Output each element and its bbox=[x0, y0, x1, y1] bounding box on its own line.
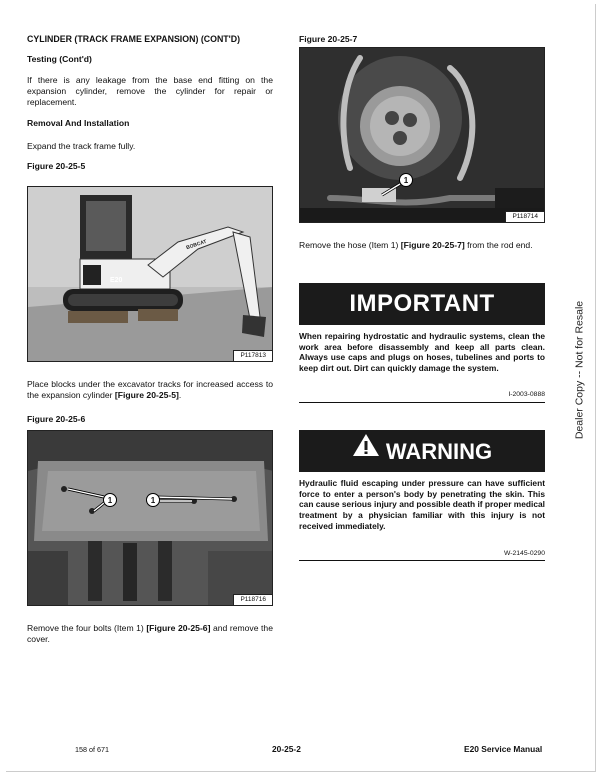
figure-label-20-25-5: Figure 20-25-5 bbox=[27, 161, 86, 172]
footer-section-number: 20-25-2 bbox=[272, 744, 301, 754]
figure-label-20-25-7: Figure 20-25-7 bbox=[299, 34, 358, 44]
expand-paragraph: Expand the track frame fully. bbox=[27, 141, 136, 152]
hose-paragraph: Remove the hose (Item 1) [Figure 20-25-7] from the rod end. bbox=[299, 240, 533, 250]
footer-manual-title: E20 Service Manual bbox=[464, 744, 543, 754]
figure-ref-20-25-5[interactable]: [Figure 20-25-5] bbox=[114, 390, 179, 400]
warning-triangle-icon bbox=[352, 429, 380, 471]
section-heading: CYLINDER (TRACK FRAME EXPANSION) (CONT'D) bbox=[27, 34, 241, 44]
dealer-copy-watermark: Dealer Copy -- Not for Resale bbox=[573, 300, 586, 440]
cover-bolts-illustration bbox=[28, 431, 273, 606]
excavator-illustration bbox=[28, 187, 273, 362]
important-divider bbox=[299, 402, 545, 403]
callout-item-1: 1 bbox=[399, 173, 413, 187]
bolts-paragraph: Remove the four bolts (Item 1) [Figure 20-25-6] and remove the cover. bbox=[27, 623, 273, 644]
warning-notice-text: Hydraulic fluid escaping under pressure can have sufficient force to enter a person's body by penetrating the skin. This can cause serious injury and possible death if proper medical treatment by a physician familiar with this injury is not received immediately. bbox=[299, 478, 545, 531]
warning-banner bbox=[299, 430, 545, 472]
figure-code-p118716: P118716 bbox=[233, 594, 272, 605]
warning-divider bbox=[299, 560, 545, 561]
testing-paragraph: If there is any leakage from the base end fitting on the expansion cylinder, remove the cylinder for repair or replacement. bbox=[27, 75, 273, 108]
bobcat-logo-text: BOBCAT bbox=[185, 238, 208, 252]
left-column bbox=[27, 34, 273, 172]
figure-code-p117813: P117813 bbox=[233, 350, 272, 361]
machine-model-label: E20 bbox=[110, 277, 123, 284]
hydraulic-hose-illustration bbox=[300, 48, 545, 223]
important-notice-text: When repairing hydrostatic and hydraulic systems, clean the work area before disassembly and keep all parts clean. Always use caps and plugs on hoses, tubelines and ports to keep dirt out. Dirt can quickly damage the system. bbox=[299, 331, 545, 374]
figure-ref-20-25-6[interactable]: [Figure 20-25-6] bbox=[146, 623, 211, 633]
important-banner: IMPORTANT bbox=[299, 283, 545, 325]
important-code: I-2003-0888 bbox=[508, 391, 545, 398]
figure-20-25-5-photo bbox=[27, 186, 273, 362]
footer-page-count: 158 of 671 bbox=[75, 745, 109, 754]
callout-item-1-right: 1 bbox=[146, 493, 160, 507]
callout-item-1-left: 1 bbox=[103, 493, 117, 507]
testing-heading: Testing (Cont'd) bbox=[27, 54, 92, 65]
figure-ref-20-25-7[interactable]: [Figure 20-25-7] bbox=[400, 240, 465, 250]
warning-code: W-2145-0290 bbox=[503, 550, 545, 557]
figure-label-20-25-6: Figure 20-25-6 bbox=[27, 414, 86, 424]
figure-code-p118714: P118714 bbox=[505, 211, 544, 222]
blocks-paragraph: Place blocks under the excavator tracks for increased access to the expansion cylinder [Figure 20-25-5]. bbox=[27, 379, 273, 400]
figure-20-25-6-photo bbox=[27, 430, 273, 606]
figure-20-25-7-photo bbox=[299, 47, 545, 223]
removal-heading: Removal And Installation bbox=[27, 118, 130, 129]
warning-title: WARNING bbox=[385, 439, 493, 465]
